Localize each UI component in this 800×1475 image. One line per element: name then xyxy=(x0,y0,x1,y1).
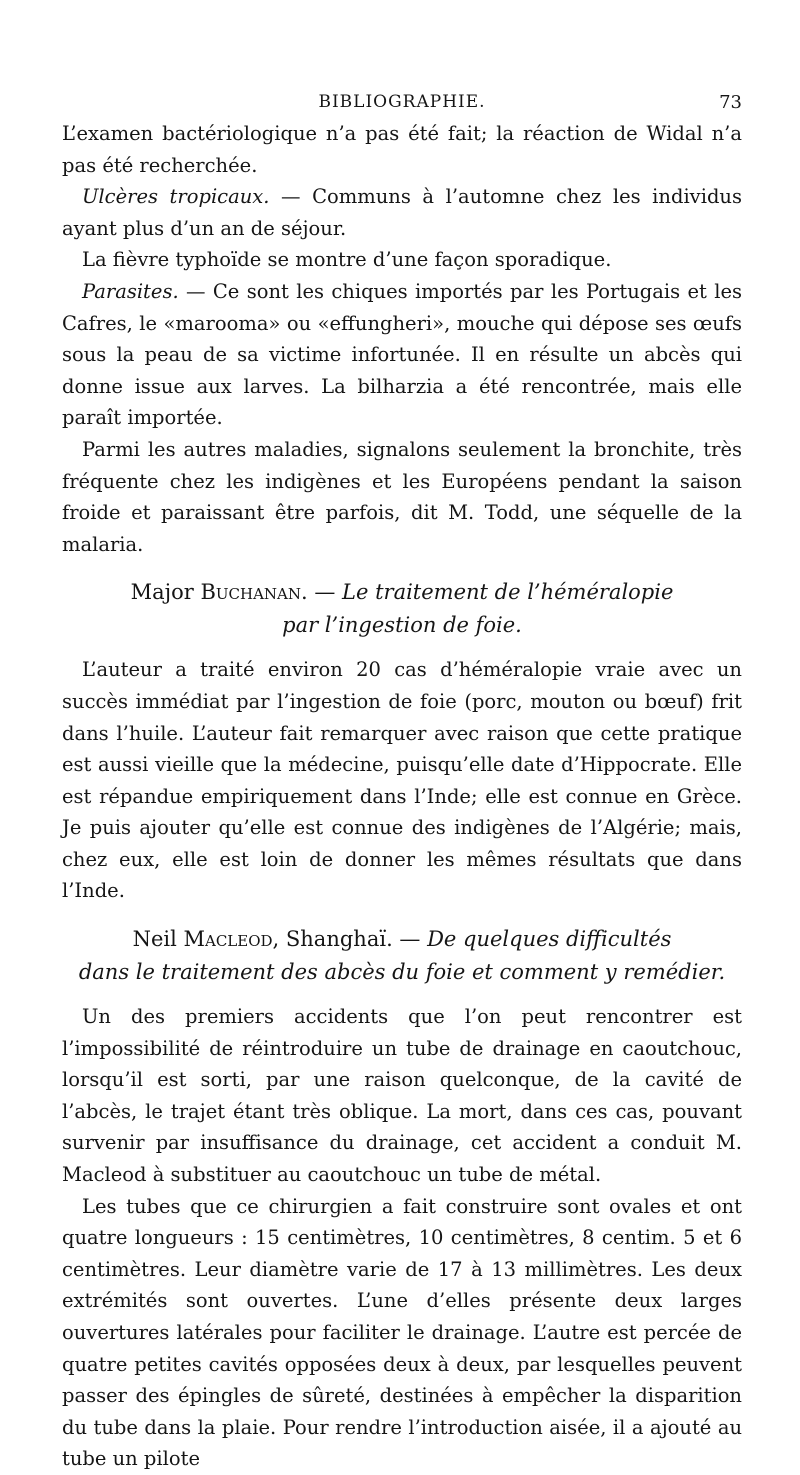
author-prefix-macleod: Neil xyxy=(132,927,184,952)
running-header xyxy=(62,86,742,118)
page-number: 73 xyxy=(719,92,742,113)
paragraph-tubes: Les tubes que ce chirurgien a fait construire sont ovales et ont quatre longueurs : 15 centimètres, 10 centimètres, 8 centim. 5 et 6 centimètres. Leur diamètre varie de 17 à 13 millimètres. Les deux extrémités sont ouvertes. L’une d’elles présente deux larges ouvertures latérales pour faciliter le drainage. L’autre est percée de quatre petites cavités opposées deux à deux, par lesquelles peuvent passer des épingles de sûreté, destinées à empêcher la disparition du tube dans la plaie. Pour rendre l’introduction aisée, il a ajouté au tube un pilote xyxy=(62,1194,742,1471)
author-name-macleod: Macleod xyxy=(183,927,273,952)
article-title-buchanan-line2: par l’ingestion de foie. xyxy=(282,613,522,638)
paragraph-ulceres xyxy=(62,181,742,244)
heading-separator-buchanan: . — xyxy=(301,580,343,605)
article-title-macleod-line1: De quelques difficultés xyxy=(427,927,672,952)
author-prefix-buchanan: Major xyxy=(130,580,201,605)
running-title: BIBLIOGRAPHIE. xyxy=(318,92,486,112)
paragraph-autres-maladies: Parmi les autres maladies, signalons seulement la bronchite, très fréquente chez les indigènes et les Européens pendant la saison froide et paraissant être parfois, dit M. Todd, une séquelle de la malaria. xyxy=(62,437,742,556)
paragraph-typhoide: La fièvre typhoïde se montre d’une façon sporadique. xyxy=(82,248,612,272)
heading-separator-macleod: . — xyxy=(386,927,428,952)
author-name-buchanan: Buchanan xyxy=(200,580,302,605)
paragraph-lead-parasites: Parasites. xyxy=(82,279,179,303)
article-heading-macleod xyxy=(62,923,742,989)
article-heading-buchanan xyxy=(62,576,742,642)
article-title-macleod-line2: dans le traitement des abcès du foie et comment y remédier. xyxy=(78,960,726,985)
paragraph-drainage-accident: Un des premiers accidents que l’on peut rencontrer est l’impossibilité de réintroduire un tube de drainage en caoutchouc, lorsqu’il est sorti, par une raison quelconque, de la cavité de l’abcès, le trajet étant très oblique. La mort, dans ces cas, pouvant survenir par insuffisance du drainage, cet accident a conduit M. Macleod à substituer au caoutchouc un tube de métal. xyxy=(62,1005,742,1187)
paragraph-widal: L’examen bactériologique n’a pas été fait; la réaction de Widal n’a pas été recherchée. xyxy=(62,122,742,177)
paragraph-text-ulceres: — Communs à l’automne chez les individus ayant plus d’un an de séjour. xyxy=(62,185,742,240)
paragraph-hemeralopie: L’auteur a traité environ 20 cas d’héméralopie vraie avec un succès immédiat par l’ingestion de foie (porc, mouton ou bœuf) frit dans l’huile. L’auteur fait remarquer avec raison que cette pratique est aussi vieille que la médecine, puisqu’elle date d’Hippocrate. Elle est répandue empiriquement dans l’Inde; elle est connue en Grèce. Je puis ajouter qu’elle est connue des indigènes de l’Algérie; mais, chez eux, elle est loin de donner les mêmes résultats que dans l’Inde. xyxy=(62,658,742,903)
paragraph-lead-ulceres: Ulcères tropicaux. xyxy=(82,185,270,209)
article-title-buchanan-line1: Le traitement de l’héméralopie xyxy=(342,580,674,605)
author-place-macleod: , Shanghaï xyxy=(272,927,387,952)
paragraph-parasites xyxy=(62,276,742,434)
document-page xyxy=(62,86,742,1475)
paragraph-text-parasites: — Ce sont les chiques importés par les Portugais et les Cafres, le «marooma» ou «effungheri», mouche qui dépose ses œufs sous la peau de sa victime infortunée. Il en résulte un abcès qui donne issue aux larves. La bilharzia a été rencontrée, mais elle paraît importée. xyxy=(62,279,742,430)
